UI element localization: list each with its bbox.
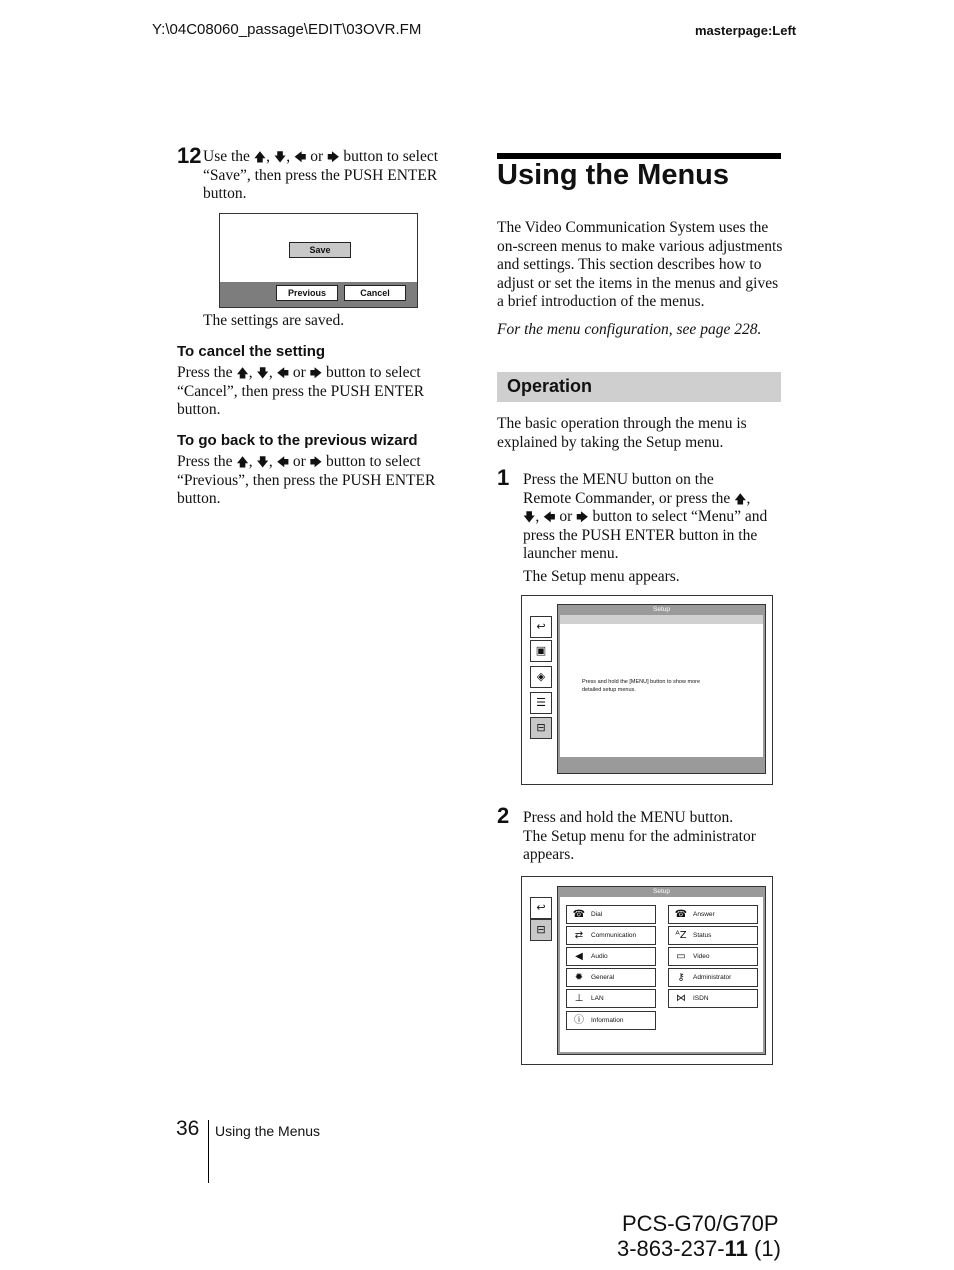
intro-paragraph: The Video Communication System uses the on-screen menus to make various adjustments and settings. This section describes how to adjust or set the items in the menus and gives a brief introduction of the menus. [497, 219, 783, 310]
setup-appears-note: The Setup menu appears. [523, 568, 680, 585]
highlight-bar [560, 615, 763, 624]
left-arrow-icon: 🡄 [293, 150, 307, 164]
step-number-1: 1 [497, 465, 510, 490]
cancel-text: Press the 🡅, 🡇, 🡄 or 🡆 button to select “Cancel”, then press the PUSH ENTER button. [177, 364, 425, 418]
up-arrow-icon: 🡅 [236, 366, 249, 380]
gear-icon: ✹ [574, 972, 584, 983]
menu-item-audio[interactable]: ◀ Audio [566, 947, 656, 966]
step-1-text: Press the MENU button on the Remote Commander, or press the 🡅, 🡇, 🡄 or 🡆 button to select “Menu” and press the PUSH ENTER button in the launcher menu. [523, 471, 768, 562]
setup-message: Press and hold the [MENU] button to show more detailed setup menus. [582, 679, 701, 693]
setup-panel-title: Setup [653, 888, 670, 895]
save-button[interactable]: Save [289, 242, 351, 258]
right-arrow-icon: 🡆 [309, 455, 323, 469]
down-arrow-icon: 🡇 [523, 510, 536, 524]
setup-content-area [560, 615, 763, 757]
right-arrow-icon: 🡆 [576, 510, 589, 524]
menu-item-communication[interactable]: ⇄ Communication [566, 926, 656, 945]
save-wizard-screen [219, 213, 418, 308]
previous-text: Press the 🡅, 🡇, 🡄 or 🡆 button to select “Previous”, then press the PUSH ENTER button. [177, 453, 436, 507]
menu-item-video[interactable]: ▭ Video [668, 947, 758, 966]
left-arrow-icon: 🡄 [276, 366, 290, 380]
model-number: PCS-G70/G70P [622, 1211, 779, 1236]
isdn-icon: ⋈ [676, 993, 686, 1004]
speaker-icon: ◀ [575, 951, 583, 962]
setup-content-area [560, 897, 763, 1052]
menu-item-general[interactable]: ✹ General [566, 968, 656, 987]
menu-item-isdn[interactable]: ⋈ ISDN [668, 989, 758, 1008]
down-arrow-icon: 🡇 [256, 455, 269, 469]
up-arrow-icon: 🡅 [236, 455, 249, 469]
right-arrow-icon: 🡆 [327, 150, 340, 164]
phone-icon: ☎ [572, 909, 586, 920]
setup-panel [557, 886, 766, 1055]
portrait-icon[interactable]: ▣ [530, 640, 552, 662]
down-arrow-icon: 🡇 [256, 366, 269, 380]
phone-exchange-icon: ⇄ [574, 930, 584, 941]
menu-item-answer[interactable]: ☎ Answer [668, 905, 758, 924]
down-arrow-icon: 🡇 [273, 150, 287, 164]
status-az-icon: ᴬZ [675, 930, 687, 941]
left-arrow-icon: 🡄 [543, 510, 556, 524]
previous-button[interactable]: Previous [276, 285, 338, 301]
phone-icon: ☎ [674, 909, 688, 920]
saved-note: The settings are saved. [203, 312, 345, 329]
setup-screen-admin [521, 876, 773, 1065]
part-code: 3-863-237-11 (1) [617, 1236, 781, 1261]
masterpage-label: masterpage:Left [695, 23, 797, 38]
operation-heading: Operation [507, 376, 593, 396]
up-arrow-icon: 🡅 [253, 150, 267, 164]
video-icon: ▭ [676, 951, 686, 962]
camera-control-icon[interactable]: ◈ [530, 666, 552, 688]
setup-panel [557, 604, 766, 774]
menu-item-administrator[interactable]: ⚷ Administrator [668, 968, 758, 987]
page-number: 36 [176, 1117, 200, 1140]
key-icon: ⚷ [677, 972, 685, 983]
footer-section: Using the Menus [215, 1123, 321, 1139]
left-arrow-icon: 🡄 [276, 455, 290, 469]
footer-divider [208, 1120, 209, 1183]
setup-panel-title: Setup [653, 606, 670, 613]
menu-reference: For the menu configuration, see page 228. [497, 321, 762, 338]
step-number-12: 12 [177, 143, 202, 168]
return-icon[interactable]: ↩ [530, 897, 552, 919]
network-icon: ⊥ [574, 993, 584, 1004]
cancel-button[interactable]: Cancel [344, 285, 406, 301]
page-title: Using the Menus [497, 159, 730, 191]
menu-item-lan[interactable]: ⊥ LAN [566, 989, 656, 1008]
return-icon[interactable]: ↩ [530, 616, 552, 638]
setup-screen-basic [521, 595, 773, 785]
right-arrow-icon: 🡆 [309, 366, 323, 380]
menu-item-status[interactable]: ᴬZ Status [668, 926, 758, 945]
step-12-text: Use the 🡅, 🡇, 🡄 or 🡆 button to select “Save”, then press the PUSH ENTER button. [203, 148, 439, 202]
step-2-text: Press and hold the MENU button. The Setup menu for the administrator appears. [523, 809, 756, 863]
toolbox-icon[interactable]: ⊟ [530, 717, 552, 739]
operation-intro: The basic operation through the menu is explained by taking the Setup menu. [497, 415, 747, 451]
file-path: Y:\04C08060_passage\EDIT\03OVR.FM [152, 21, 422, 38]
info-icon: ⓘ [574, 1015, 584, 1026]
menu-item-information[interactable]: ⓘ Information [566, 1011, 656, 1030]
menu-list-icon[interactable]: ☰ [530, 692, 552, 714]
cancel-heading: To cancel the setting [177, 343, 326, 360]
up-arrow-icon: 🡅 [734, 491, 747, 506]
step-number-2: 2 [497, 803, 510, 828]
menu-item-dial[interactable]: ☎ Dial [566, 905, 656, 924]
toolbox-icon[interactable]: ⊟ [530, 919, 552, 941]
previous-heading: To go back to the previous wizard [177, 432, 418, 449]
operation-heading-bar [497, 372, 781, 402]
